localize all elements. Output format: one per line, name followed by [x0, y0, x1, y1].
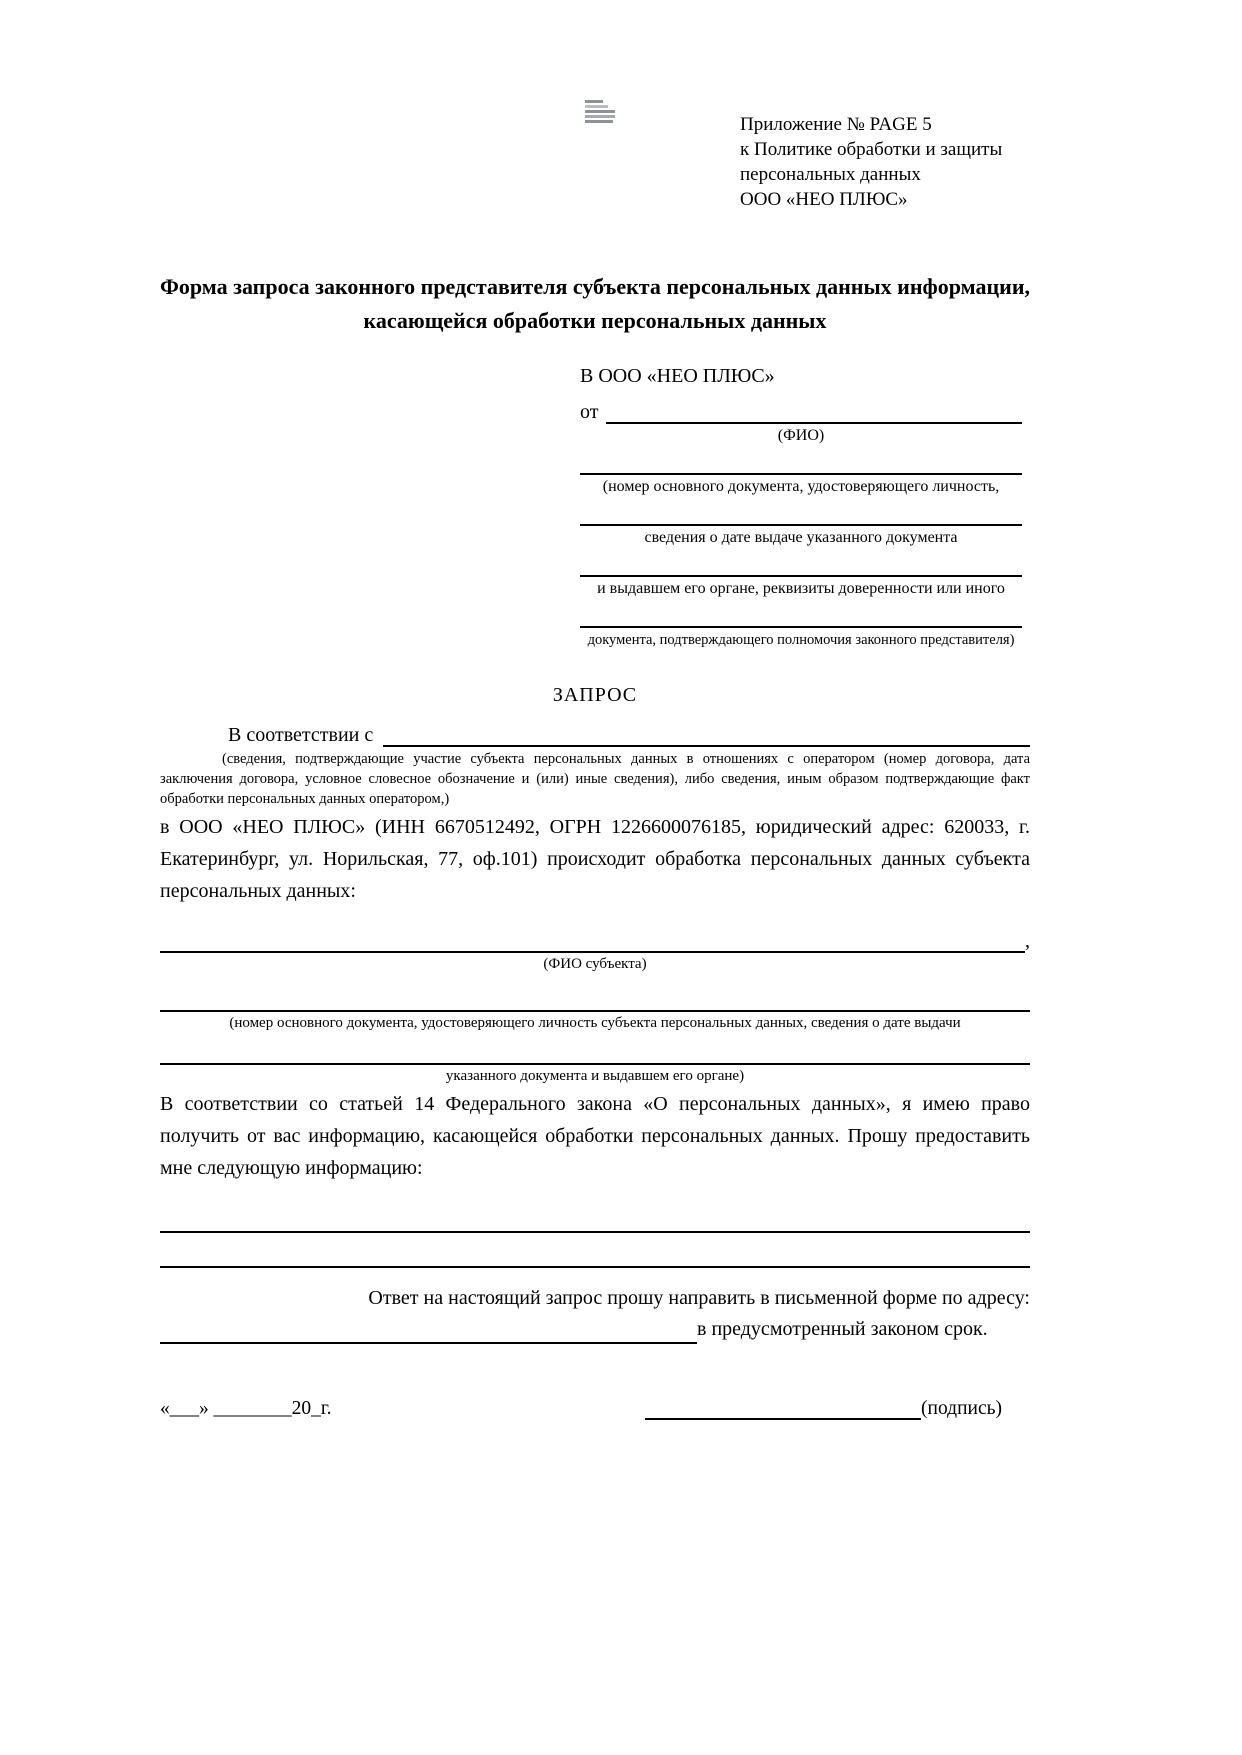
law-paragraph: В соответствии со статьей 14 Федерального закона «О персональных данных», я имею право получить от вас информацию, касающейся обработки персональных данных. Прошу предоставить мне следующую информацию: — [160, 1093, 1030, 1179]
signature-blank[interactable] — [645, 1396, 921, 1420]
subject-fio-caption: (ФИО субъекта) — [543, 956, 647, 972]
subject-doc-field — [160, 980, 1030, 1086]
doc-number-blank[interactable] — [580, 446, 1022, 475]
from-name-blank[interactable] — [606, 398, 1022, 424]
doc-authority-blank[interactable] — [580, 599, 1022, 628]
reply-address-blank[interactable] — [160, 1318, 697, 1344]
from-label: от — [580, 401, 599, 423]
subject-doc-caption-2: указанного документа и выдавшем его органе) — [445, 1068, 745, 1084]
reply-address-row — [160, 1314, 1030, 1344]
document-title: Форма запроса законного представителя субъекта персональных данных информации, касающейся обработки персональных данных — [160, 274, 1030, 333]
intro-row — [160, 721, 1030, 747]
signature-caption: (подпись) — [921, 1398, 1002, 1419]
doc-issuer-blank[interactable] — [580, 548, 1022, 577]
reply-suffix: в предусмотренный законом срок. — [697, 1318, 988, 1340]
from-row — [580, 398, 1022, 424]
footer-row — [160, 1396, 1030, 1420]
appendix-line: Приложение № PAGE 5 — [740, 114, 932, 135]
subject-doc-blank-1[interactable] — [160, 980, 1030, 1012]
doc-issuer-field — [580, 548, 1022, 599]
doc-number-caption: (номер основного документа, удостоверяющего личность, — [602, 478, 1000, 495]
doc-authority-caption: документа, подтверждающего полномочия законного представителя) — [587, 632, 1015, 648]
policy-line-2: персональных данных — [740, 164, 921, 185]
intro-caption: (сведения, подтверждающие участие субъекта персональных данных в отношениях с оператором (номер договора, дата заключения договора, условное словесное обозначение и (или) иные сведения), либо сведения, иным образом подтверждающие факт обработки персональных данных оператором,) — [160, 751, 1030, 807]
doc-date-caption: сведения о дате выдаче указанного документа — [644, 529, 958, 546]
doc-date-blank[interactable] — [580, 497, 1022, 526]
operator-paragraph: в ООО «НЕО ПЛЮС» (ИНН 6670512492, ОГРН 1226600076185, юридический адрес: 620033, г. Екатеринбург, ул. Норильская, 77, оф.101) происходит обработка персональных данных субъекта персональных данных: — [160, 816, 1030, 902]
info-blank-2[interactable] — [160, 1233, 1030, 1268]
signature-group — [645, 1396, 1002, 1420]
embedded-object-icon — [585, 100, 615, 126]
subject-fio-blank[interactable] — [160, 927, 1025, 953]
doc-authority-field — [580, 599, 1022, 650]
request-heading: ЗАПРОС — [552, 684, 638, 706]
fio-caption: (ФИО) — [777, 427, 825, 444]
doc-issuer-caption: и выдавшем его органе, реквизиты доверенности или иного — [597, 580, 1005, 597]
subject-comma: , — [1025, 930, 1030, 952]
addressee-to: В ООО «НЕО ПЛЮС» — [580, 365, 775, 387]
doc-date-field — [580, 497, 1022, 548]
policy-line-1: к Политике обработки и защиты — [740, 139, 1003, 160]
info-blank-1[interactable] — [160, 1198, 1030, 1233]
reply-sentence: Ответ на настоящий запрос прошу направить в письменной форме по адресу: — [368, 1287, 1030, 1309]
subject-doc-caption-1: (номер основного документа, удостоверяющего личность субъекта персональных данных, сведения о дате выдачи — [229, 1015, 961, 1031]
subject-doc-blank-2[interactable] — [160, 1033, 1030, 1065]
date-line[interactable]: «___» ________20_г. — [160, 1398, 332, 1419]
addressee-block — [580, 362, 1022, 650]
doc-number-field — [580, 446, 1022, 497]
intro-blank[interactable] — [383, 721, 1030, 747]
intro-label: В соответствии с — [228, 724, 374, 746]
appendix-header — [740, 112, 1030, 212]
company-name: ООО «НЕО ПЛЮС» — [740, 189, 908, 210]
subject-fio-row — [160, 927, 1030, 953]
